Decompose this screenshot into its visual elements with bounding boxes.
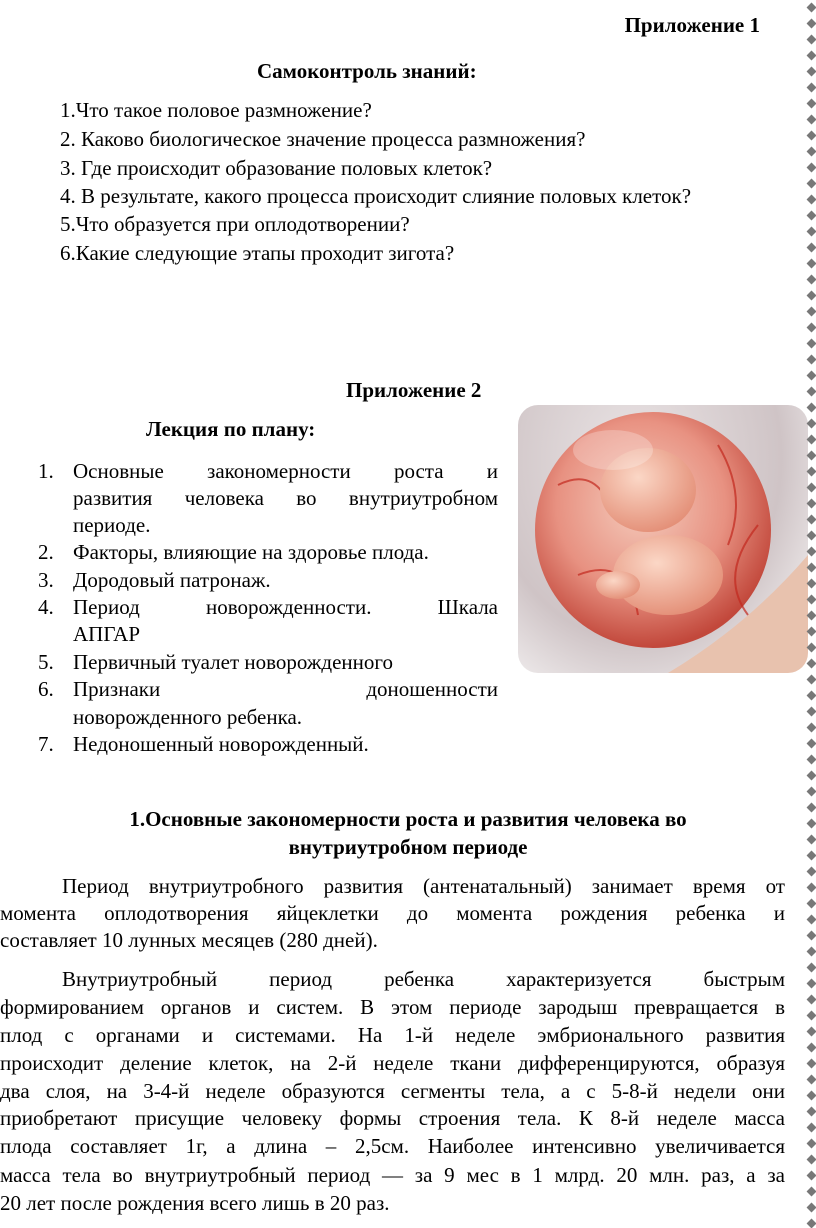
border-diamond-icon bbox=[807, 627, 816, 637]
question-item: 2. Каково биологическое значение процесса размножения? bbox=[60, 127, 586, 151]
appendix1-title: Приложение 1 bbox=[624, 13, 760, 37]
border-diamond-icon bbox=[807, 51, 816, 61]
list-item-number: 4. bbox=[38, 595, 54, 619]
list-item-number: 7. bbox=[38, 732, 54, 756]
border-diamond-icon bbox=[807, 275, 816, 285]
border-diamond-icon bbox=[807, 99, 816, 109]
border-diamond-icon bbox=[807, 595, 816, 605]
border-diamond-icon bbox=[807, 19, 816, 29]
border-diamond-icon bbox=[807, 1219, 816, 1228]
appendix2-title: Приложение 2 bbox=[346, 378, 482, 402]
border-diamond-icon bbox=[807, 1011, 816, 1021]
fetus-illustration bbox=[518, 405, 808, 673]
border-diamond-icon bbox=[807, 1155, 816, 1165]
list-item-number: 6. bbox=[38, 677, 54, 701]
question-item: 3. Где происходит образование половых клеток? bbox=[60, 156, 493, 180]
list-item-number: 3. bbox=[38, 568, 54, 592]
border-diamond-icon bbox=[807, 1075, 816, 1085]
border-diamond-icon bbox=[807, 483, 816, 493]
border-diamond-icon bbox=[807, 419, 816, 429]
border-diamond-icon bbox=[807, 547, 816, 557]
border-diamond-icon bbox=[807, 707, 816, 717]
border-diamond-icon bbox=[807, 931, 816, 941]
list-item-number: 2. bbox=[38, 540, 54, 564]
border-diamond-icon bbox=[807, 435, 816, 445]
border-diamond-icon bbox=[807, 1187, 816, 1197]
border-diamond-icon bbox=[807, 723, 816, 733]
border-diamond-icon bbox=[807, 1123, 816, 1133]
border-diamond-icon bbox=[807, 243, 816, 253]
list-item-text: Первичный туалет новорожденного bbox=[73, 650, 393, 674]
border-diamond-icon bbox=[807, 579, 816, 589]
border-diamond-icon bbox=[807, 387, 816, 397]
border-diamond-icon bbox=[807, 371, 816, 381]
list-item-text: Недоношенный новорожденный. bbox=[73, 732, 369, 756]
list-item-text: новорожденного ребенка. bbox=[73, 705, 303, 729]
border-diamond-icon bbox=[807, 211, 816, 221]
border-diamond-icon bbox=[807, 1171, 816, 1181]
border-diamond-icon bbox=[807, 1059, 816, 1069]
paragraph-line: Период внутриутробного развития (антенатальный) занимает время от bbox=[62, 874, 785, 898]
page-border-decoration bbox=[804, 0, 816, 1228]
border-diamond-icon bbox=[807, 3, 816, 13]
question-item: 4. В результате, какого процесса происходит слияние половых клеток? bbox=[60, 184, 692, 208]
border-diamond-icon bbox=[807, 563, 816, 573]
border-diamond-icon bbox=[807, 963, 816, 973]
list-item-number: 1. bbox=[38, 459, 54, 483]
border-diamond-icon bbox=[807, 659, 816, 669]
paragraph-line: формированием органов и систем. В этом периоде зародыш превращается в bbox=[0, 995, 785, 1019]
paragraph-line: составляет 10 лунных месяцев (280 дней). bbox=[0, 928, 378, 952]
list-item-text: Факторы, влияющие на здоровье плода. bbox=[73, 540, 429, 564]
border-diamond-icon bbox=[807, 115, 816, 125]
border-diamond-icon bbox=[807, 35, 816, 45]
self-check-heading: Самоконтроль знаний: bbox=[257, 59, 477, 83]
border-diamond-icon bbox=[807, 675, 816, 685]
list-item-text: Дородовый патронаж. bbox=[73, 568, 271, 592]
border-diamond-icon bbox=[807, 691, 816, 701]
list-item-text: Период новорожденности. Шкала bbox=[73, 595, 498, 619]
border-diamond-icon bbox=[807, 755, 816, 765]
border-diamond-icon bbox=[807, 531, 816, 541]
paragraph-line: происходит деление клеток, на 2-й неделе ткани дифференцируются, образуя bbox=[0, 1051, 785, 1075]
paragraph-line: два слоя, на 3-4-й неделе образуются сегменты тела, а с 5-8-й недели они bbox=[0, 1079, 785, 1103]
border-diamond-icon bbox=[807, 1107, 816, 1117]
border-diamond-icon bbox=[807, 67, 816, 77]
border-diamond-icon bbox=[807, 355, 816, 365]
border-diamond-icon bbox=[807, 643, 816, 653]
border-diamond-icon bbox=[807, 307, 816, 317]
border-diamond-icon bbox=[807, 339, 816, 349]
border-diamond-icon bbox=[807, 163, 816, 173]
paragraph-line: 20 лет после рождения всего лишь в 20 раз. bbox=[0, 1191, 390, 1215]
border-diamond-icon bbox=[807, 867, 816, 877]
border-diamond-icon bbox=[807, 403, 816, 413]
border-diamond-icon bbox=[807, 131, 816, 141]
question-item: 5.Что образуется при оплодотворении? bbox=[60, 212, 410, 236]
border-diamond-icon bbox=[807, 451, 816, 461]
border-diamond-icon bbox=[807, 499, 816, 509]
list-item-text: Признаки доношенности bbox=[73, 677, 498, 701]
list-item-text: периоде. bbox=[73, 513, 151, 537]
border-diamond-icon bbox=[807, 467, 816, 477]
list-item-text: АПГАР bbox=[73, 622, 141, 646]
border-diamond-icon bbox=[807, 611, 816, 621]
section-heading-line: 1.Основные закономерности роста и развития человека во bbox=[129, 807, 687, 831]
paragraph-line: приобретают присущие человеку формы строения тела. К 8-й неделе масса bbox=[0, 1106, 785, 1130]
border-diamond-icon bbox=[807, 179, 816, 189]
border-diamond-icon bbox=[807, 883, 816, 893]
border-diamond-icon bbox=[807, 1203, 816, 1213]
border-diamond-icon bbox=[807, 995, 816, 1005]
paragraph-line: Внутриутробный период ребенка характеризуется быстрым bbox=[62, 967, 785, 991]
border-diamond-icon bbox=[807, 1027, 816, 1037]
border-diamond-icon bbox=[807, 195, 816, 205]
border-diamond-icon bbox=[807, 323, 816, 333]
border-diamond-icon bbox=[807, 147, 816, 157]
question-item: 1.Что такое половое размножение? bbox=[60, 98, 372, 122]
section-heading-line: внутриутробном периоде bbox=[288, 835, 528, 859]
border-diamond-icon bbox=[807, 83, 816, 93]
border-diamond-icon bbox=[807, 899, 816, 909]
border-diamond-icon bbox=[807, 515, 816, 525]
question-item: 6.Какие следующие этапы проходит зигота? bbox=[60, 241, 455, 265]
list-item-number: 5. bbox=[38, 650, 54, 674]
border-diamond-icon bbox=[807, 947, 816, 957]
lecture-plan-heading: Лекция по плану: bbox=[146, 417, 316, 441]
border-diamond-icon bbox=[807, 259, 816, 269]
border-diamond-icon bbox=[807, 915, 816, 925]
border-diamond-icon bbox=[807, 771, 816, 781]
border-diamond-icon bbox=[807, 291, 816, 301]
border-diamond-icon bbox=[807, 1043, 816, 1053]
paragraph-line: плод с органами и системами. На 1-й неделе эмбрионального развития bbox=[0, 1023, 785, 1047]
border-diamond-icon bbox=[807, 739, 816, 749]
list-item-text: Основные закономерности роста и bbox=[73, 459, 498, 483]
border-diamond-icon bbox=[807, 787, 816, 797]
paragraph-line: масса тела во внутриутробный период — за 9 мес в 1 млрд. 20 млн. раз, а за bbox=[0, 1163, 785, 1187]
paragraph-line: плода составляет 1г, а длина – 2,5см. Наиболее интенсивно увеличивается bbox=[0, 1134, 785, 1158]
list-item-text: развития человека во внутриутробном bbox=[73, 486, 498, 510]
border-diamond-icon bbox=[807, 1091, 816, 1101]
border-diamond-icon bbox=[807, 979, 816, 989]
border-diamond-icon bbox=[807, 1139, 816, 1149]
border-diamond-icon bbox=[807, 227, 816, 237]
paragraph-line: момента оплодотворения яйцеклетки до момента рождения ребенка и bbox=[0, 901, 785, 925]
